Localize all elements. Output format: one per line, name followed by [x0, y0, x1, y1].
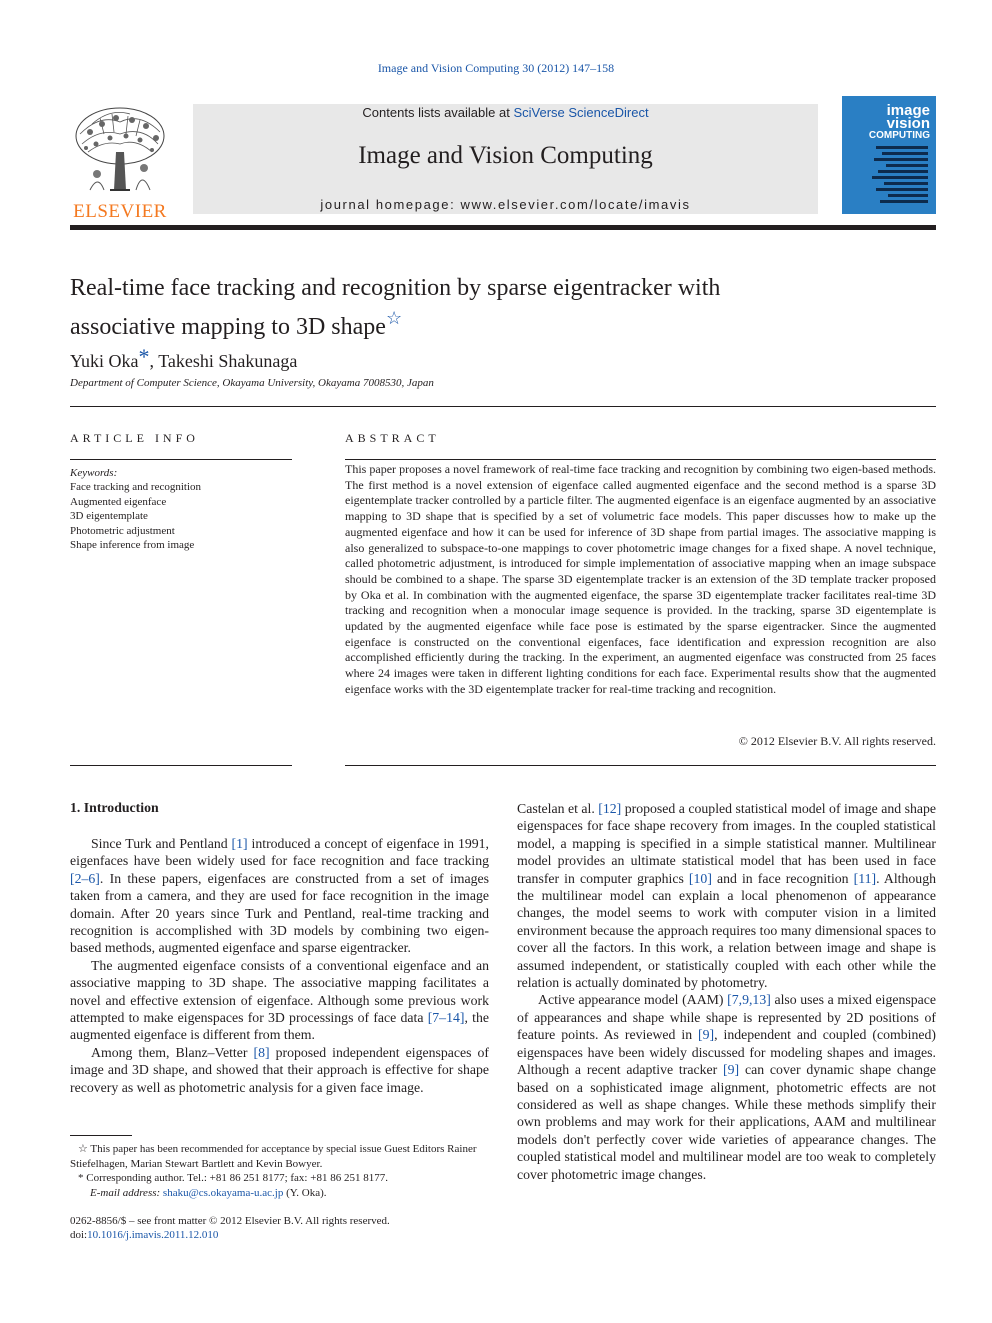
journal-banner — [193, 104, 818, 214]
cover-line1: image — [886, 102, 930, 119]
footnote-recommendation: ☆ This paper has been recommended for acceptance by special issue Guest Editors Rainer Stiefelhagen, Marian Stewart Bartlett and Kevin Bowyer. — [70, 1143, 477, 1170]
reference-link[interactable]: [7,9,13] — [727, 992, 771, 1008]
body-column-left — [70, 835, 489, 1096]
copyright-notice: © 2012 Elsevier B.V. All rights reserved. — [738, 734, 936, 748]
corresponding-author-mark[interactable]: * — [138, 344, 150, 369]
article-info-label: ARTICLE INFO — [70, 431, 199, 445]
keyword-item: Face tracking and recognition — [70, 481, 202, 494]
paragraph: Among them, Blanz–Vetter [8] proposed independent eigenspaces of image and 3D shape, and showed that their approach is effective for shape recovery as well as photometric analysis for a given face image. — [70, 1044, 489, 1095]
doi-link[interactable]: 10.1016/j.imavis.2011.12.010 — [87, 1229, 219, 1242]
keywords-block — [70, 466, 292, 552]
reference-link[interactable]: [2–6] — [70, 870, 100, 886]
cover-line3: COMPUTING — [868, 130, 930, 141]
cover-line2: vision — [886, 115, 930, 132]
paragraph: Active appearance model (AAM) [7,9,13] also uses a mixed eigenspace of appearances and shape while shape is represented by 2D positions of feature points. As reviewed in [9], independent and coupled (combined) eigenspaces have been widely discussed for modeling shapes and images. Although a recent adaptive tracker [9] can cover dynamic shape change based on a sophisticated image alignment, photometric effects are not considered as well as shape changes. While these methods simplify their own problems and may work for their applications, AAM and multilinear models don't perfectly cover wide varieties of appearance changes. The coupled statistical model and multilinear model are too weak to completely cover photometric image changes. — [517, 992, 937, 1182]
journal-cover — [842, 96, 936, 214]
title-footnote-star[interactable]: ☆ — [385, 308, 403, 328]
footnote-asterisk: * — [78, 1172, 84, 1185]
keyword-item: Shape inference from image — [70, 539, 195, 552]
info-bottom-rule — [70, 765, 292, 766]
header-rule — [70, 225, 936, 230]
cover-title — [869, 104, 930, 141]
footnote-star: ☆ — [78, 1143, 88, 1155]
reference-link[interactable]: [9] — [698, 1027, 715, 1043]
keyword-item: Photometric adjustment — [70, 524, 175, 537]
author-list — [70, 344, 297, 372]
elsevier-wordmark: ELSEVIER — [73, 201, 167, 222]
info-rule — [70, 459, 292, 460]
cover-artwork — [872, 144, 932, 210]
footnote-rule — [70, 1135, 132, 1136]
author-shakunaga: Takeshi Shakunaga — [158, 351, 298, 371]
section-heading-introduction: 1. Introduction — [70, 800, 159, 815]
email-label: E-mail address: — [90, 1186, 161, 1199]
author-oka: Yuki Oka — [70, 351, 139, 371]
affiliation-rule — [70, 406, 936, 407]
reference-link[interactable]: [8] — [253, 1044, 270, 1060]
footnotes — [70, 1142, 490, 1200]
paragraph: Since Turk and Pentland [1] introduced a concept of eigenface in 1991, eigenfaces have been widely used for face recognition and face tracking [2–6]. In these papers, eigenfaces are constructed from a set of images taken from a camera, and they are used for face recognition in the image domain. After 20 years since Turk and Pentland, real-time tracking and recognition is accomplished with 3D models by combining two eigen-based methods, augmented eigenface and sparse eigentracker. — [70, 836, 489, 956]
title-line1: Real-time face tracking and recognition by sparse eigentracker with — [70, 275, 721, 301]
contents-line — [193, 105, 818, 120]
paper-title — [70, 273, 870, 342]
journal-title: Image and Vision Computing — [358, 142, 653, 169]
reference-link[interactable]: [12] — [598, 801, 622, 816]
paragraph: Castelan et al. [12] proposed a coupled statistical model of image and shape eigenspaces for face shape recovery from images. In the coupled statistical model, a mapping is specified in a simple statistical manner. Multilinear model provides an ultimate statistical model that has been used in face transfer in computer graphics [10] and in face recognition [11]. Although the multilinear model can explain a local phenomenon of appearance changes, the model seems to work with computer vision in a limited environment because the approach requires too many dimensional spaces to cover all the factors. In this work, a relation between image and shape is assumed independent, or statistically coupled with each other while the relation is actually dominated by photometry. — [517, 801, 936, 991]
paragraph: The augmented eigenface consists of a conventional eigenface and an associative mapping to 3D shape. The associative mapping facilitates a novel and effective extension of eigenface. Although some previous work attempted to make eigenspaces for 3D processings of face data [7–14], the augmented eigenface is different from them. — [70, 957, 489, 1043]
reference-link[interactable]: [10] — [688, 870, 712, 886]
keywords-label: Keywords: — [70, 467, 118, 479]
keyword-item: 3D eigentemplate — [70, 510, 148, 523]
reference-link[interactable]: [11] — [853, 870, 877, 886]
sciencedirect-link[interactable]: SciVerse ScienceDirect — [513, 105, 649, 120]
elsevier-logo — [70, 104, 170, 222]
reference-link[interactable]: [9] — [723, 1062, 740, 1078]
doi-line: doi:10.1016/j.imavis.2011.12.010 — [70, 1229, 219, 1242]
footnote-corresponding: * Corresponding author. Tel.: +81 86 251 8177; fax: +81 86 251 8177. — [78, 1172, 388, 1185]
footnote-email: E-mail address: shaku@cs.okayama-u.ac.jp (Y. Oka). — [90, 1186, 327, 1199]
reference-link[interactable]: [7–14] — [427, 1010, 465, 1026]
journal-citation[interactable]: Image and Vision Computing 30 (2012) 147–158 — [377, 61, 615, 75]
contents-prefix: Contents lists available at — [362, 105, 514, 120]
author-separator: , — [149, 351, 159, 371]
abstract-rule — [345, 459, 936, 460]
journal-homepage[interactable]: journal homepage: www.elsevier.com/locate/imavis — [320, 197, 691, 212]
email-link[interactable]: shaku@cs.okayama-u.ac.jp — [162, 1186, 284, 1199]
elsevier-tree-icon — [70, 104, 170, 196]
title-line2: associative mapping to 3D shape — [70, 314, 386, 340]
reference-link[interactable]: [1] — [231, 836, 248, 851]
abstract-bottom-rule — [345, 765, 936, 766]
affiliation: Department of Computer Science, Okayama University, Okayama 7008530, Japan — [70, 377, 434, 389]
body-column-right — [517, 800, 936, 1183]
abstract-text: This paper proposes a novel framework of real-time face tracking and recognition by combining two eigen-based methods. The first method is a novel extension of eigenface called augmented eigenface and the second method is a sparse 3D eigentemplate tracker controlled by a particle filter. The augmented eigenface is an eigenface augmented by an associative mapping to 3D shape that is specified by a set of volumetric face models. This paper discusses how to make up the augmented eigenface and how it can be used for inference of 3D shape from partial images. The associative mapping is also generalized to subspace-to-one mappings to cover photometric image changes for a fixed shape. A novel technique, called photometric adjustment, is introduced for simple implementation of associative mapping when an image subspace should be combined to a shape. The sparse 3D eigentemplate tracker is an extension of the 3D template tracker proposed by Oka et al. In combination with the augmented eigenface, the sparse 3D eigentemplate tracker facilitates real-time 3D tracking and recognition when a monocular image sequence is provided. In the tracking, sparse 3D eigentemplate is updated by the augmented eigenface while face pose is estimated by the sparse eigentracker. Since the augmented eigenface is constructed on the conventional eigenfaces, face identification and expression recognition are also accomplished efficiently during the tracking. In the experiment, an augmented eigenface was constructed from 25 faces where 24 images were taken in different lighting conditions for each face. Experimental results show that the augmented eigenface works with the 3D eigentemplate tracker for real-time tracking and recognition. — [345, 462, 936, 696]
keyword-item: Augmented eigenface — [70, 495, 167, 508]
issn-line: 0262-8856/$ – see front matter © 2012 Elsevier B.V. All rights reserved. — [70, 1215, 390, 1227]
abstract-label: ABSTRACT — [345, 431, 440, 445]
page-footer — [70, 1214, 390, 1243]
